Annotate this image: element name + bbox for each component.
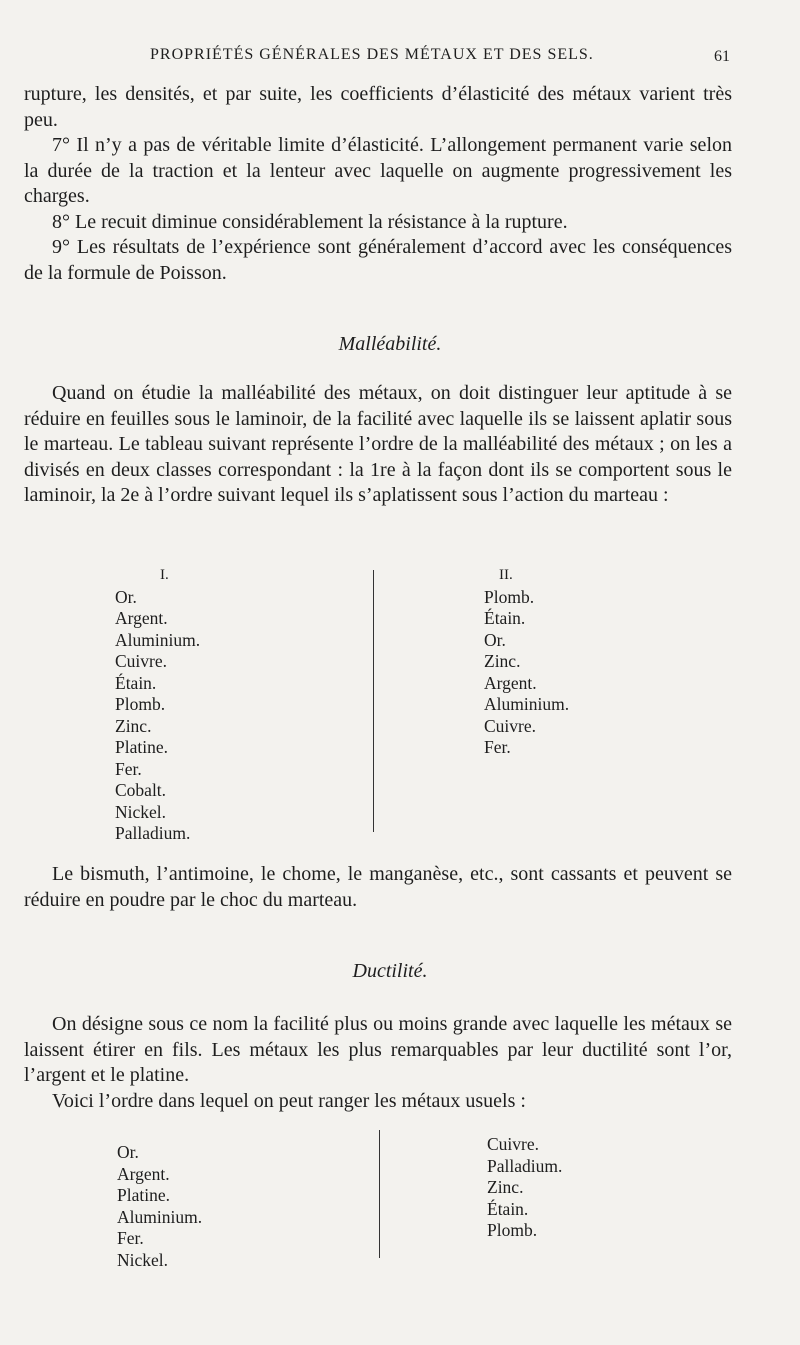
page-number: 61: [714, 48, 730, 65]
metal-list-item: Or.: [484, 629, 506, 650]
metal-list-item: Argent.: [484, 672, 537, 693]
paragraph-point-7: 7° Il n’y a pas de véritable limite d’élasticité. L’allongement permanent varie selon la durée de la traction et la lenteur avec laquelle on augmente progressivement les charges.: [24, 134, 732, 207]
metal-list-item: Étain.: [484, 608, 526, 628]
malleabilite-intro: Quand on étudie la malléabilité des métaux, on doit distinguer leur aptitude à se réduire en feuilles sous le laminoir, de la facilité avec laquelle ils se laissent aplatir sous le marteau. Le tableau suivant représente l’ordre de la malléabilité des métaux ; on les a divisés en deux classes correspondant : la 1re à la façon dont ils se comportent sous le laminoir, la 2e à l’ordre suivant lequel ils s’aplatissent sous l’action du marteau :: [24, 382, 732, 506]
column-divider: [379, 1130, 380, 1258]
malleabilite-column-marteau: [484, 565, 569, 759]
metal-list-item: Zinc.: [115, 715, 152, 736]
top-paragraphs: [24, 82, 732, 286]
metal-list-item: Platine.: [115, 737, 168, 757]
metal-list-item: Aluminium.: [484, 694, 570, 714]
metal-list-item: Fer.: [117, 1228, 144, 1248]
metal-list-item: Zinc.: [487, 1177, 524, 1197]
metal-list-item: Étain.: [487, 1198, 529, 1219]
metal-list-item: Nickel.: [117, 1249, 169, 1270]
metal-list-item: Palladium.: [115, 823, 191, 843]
ductilite-order-line: Voici l’ordre dans lequel on peut ranger les métaux usuels :: [52, 1089, 526, 1112]
metal-list-item: Nickel.: [115, 801, 167, 822]
malleabilite-after-block: [24, 862, 732, 913]
section-heading-ductilite: Ductilité.: [352, 960, 428, 982]
paragraph-point-8: 8° Le recuit diminue considérablement la résistance à la rupture.: [52, 210, 568, 233]
metal-list-item: Argent.: [115, 608, 168, 628]
metal-list-item: Plomb.: [484, 586, 535, 607]
ductilite-intro: On désigne sous ce nom la facilité plus ou moins grande avec laquelle les métaux se laissent étirer en fils. Les métaux les plus remarquables par leur ductilité sont l’or, l’argent et le platine.: [24, 1013, 732, 1086]
metal-list-item: Étain.: [115, 672, 157, 693]
metal-list-item: Or.: [117, 1142, 139, 1162]
ductilite-column-left: [117, 1142, 202, 1271]
metal-list-item: Zinc.: [484, 651, 521, 671]
column-divider: [373, 570, 374, 832]
metal-list-item: Fer.: [115, 758, 142, 779]
metal-list-item: Aluminium.: [115, 629, 201, 650]
running-title: PROPRIÉTÉS GÉNÉRALES DES MÉTAUX ET DES SELS.: [150, 46, 594, 63]
metal-list-item: Plomb.: [115, 694, 166, 714]
paragraph-point-9: 9° Les résultats de l’expérience sont généralement d’accord avec les conséquences de la formule de Poisson.: [24, 236, 732, 284]
section-heading-malleabilite: Malléabilité.: [338, 333, 442, 355]
ductilite-column-right: [487, 1134, 562, 1242]
metal-list-item: Fer.: [484, 737, 511, 757]
metal-list-item: Platine.: [117, 1185, 170, 1205]
column-head: I.: [160, 567, 169, 583]
metal-list-item: Palladium.: [487, 1155, 563, 1176]
metal-list-item: Cuivre.: [115, 651, 168, 671]
paragraph-rupture: rupture, les densités, et par suite, les coefficients d’élasticité des métaux varient très peu.: [24, 83, 732, 131]
metal-list-item: Aluminium.: [117, 1206, 203, 1227]
metal-list-item: Argent.: [117, 1163, 170, 1184]
running-head: [0, 46, 800, 70]
metal-list-item: Or.: [115, 586, 137, 607]
ductilite-intro-block: [24, 1012, 732, 1114]
malleabilite-intro-block: [24, 381, 732, 509]
metal-list-item: Cobalt.: [115, 780, 167, 800]
malleabilite-column-laminoir: [115, 565, 200, 845]
cassants-paragraph: Le bismuth, l’antimoine, le chome, le manganèse, etc., sont cassants et peuvent se réduire en poudre par le choc du marteau.: [24, 863, 732, 911]
metal-list-item: Cuivre.: [484, 715, 537, 736]
column-head: II.: [499, 567, 513, 583]
metal-list-item: Cuivre.: [487, 1134, 540, 1154]
metal-list-item: Plomb.: [487, 1220, 538, 1240]
